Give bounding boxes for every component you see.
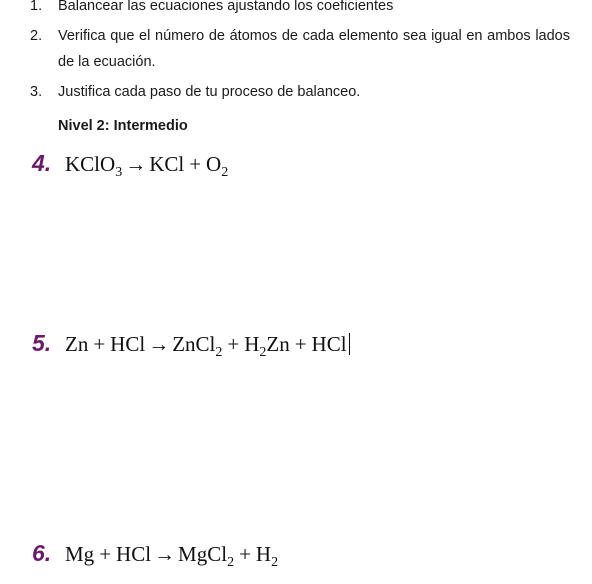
reaction-arrow: → xyxy=(154,542,176,566)
chemical-equation[interactable] xyxy=(65,152,229,180)
level-title: Nivel 2: Intermedio xyxy=(58,118,188,134)
reactant-formula: HCl xyxy=(110,332,146,356)
product-formula: $H_2$ xyxy=(255,542,279,570)
instruction-item xyxy=(30,79,570,105)
exercise-number: 6. xyxy=(32,540,52,566)
text-cursor xyxy=(349,333,351,355)
instruction-number: 1. xyxy=(30,0,43,14)
instruction-item xyxy=(30,0,570,19)
instruction-number: 3. xyxy=(30,84,43,100)
chemical-equation[interactable] xyxy=(65,332,350,360)
plus-sign: + xyxy=(294,332,307,356)
instruction-text: Justifica cada paso de tu proceso de balanceo. xyxy=(58,84,361,100)
plus-sign: + xyxy=(93,332,106,356)
plus-sign: + xyxy=(239,542,251,566)
reactant-formula: Mg xyxy=(65,542,95,566)
reaction-arrow: → xyxy=(125,152,147,176)
product-formula: KCl xyxy=(149,152,185,176)
product-formula: ZnCl$_2$ xyxy=(172,332,223,360)
instruction-item xyxy=(30,23,570,75)
exercise-4 xyxy=(32,150,229,180)
reactant-formula: Zn xyxy=(65,332,89,356)
exercise-5 xyxy=(32,330,350,360)
exercise-number: 5. xyxy=(32,330,52,356)
reactant-formula: KClO$_3$ xyxy=(65,152,123,180)
product-formula: MgCl$_2$ xyxy=(178,542,235,570)
product-formula: $O_2$ xyxy=(206,152,229,180)
exercise-number: 4. xyxy=(32,150,52,176)
exercise-6 xyxy=(32,540,279,570)
plus-sign: + xyxy=(189,152,202,176)
instructions-list xyxy=(30,0,570,109)
product-formula: HCl xyxy=(311,332,347,356)
reaction-arrow: → xyxy=(148,332,170,356)
reactant-formula: HCl xyxy=(116,542,152,566)
plus-sign: + xyxy=(99,542,112,566)
chemical-equation[interactable] xyxy=(65,542,279,570)
product-formula: $H_2Zn$ xyxy=(244,332,290,360)
instruction-text: Balancear las ecuaciones ajustando los coeficientes xyxy=(58,0,394,14)
plus-sign: + xyxy=(227,332,240,356)
instruction-text: Verifica que el número de átomos de cada elemento sea igual en ambos lados de la ecuación. xyxy=(58,28,570,70)
instruction-number: 2. xyxy=(30,28,43,44)
